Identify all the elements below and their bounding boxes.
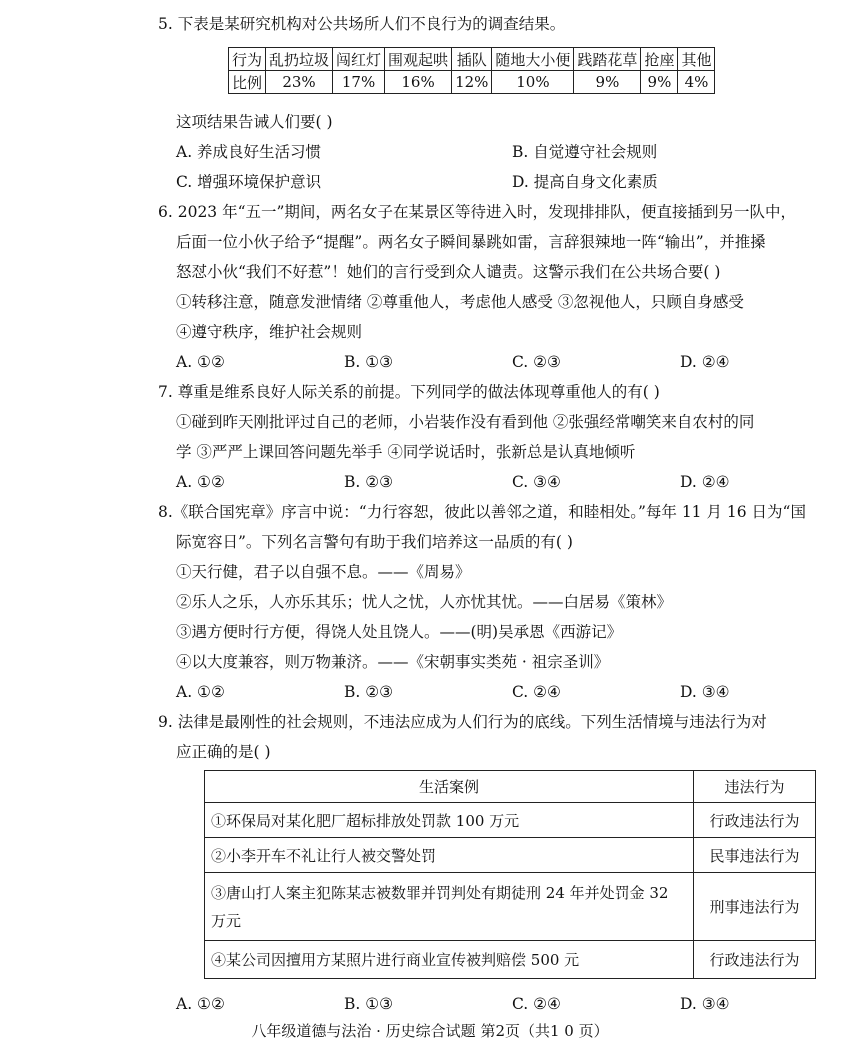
q5-header-cell: 乱扔垃圾 [266,48,333,71]
q9-type-cell: 行政违法行为 [694,803,816,838]
q8-option-b: B. ②③ [344,683,394,701]
q6-line: 怒怼小伙“我们不好惹”！她们的言行受到众人谴责。这警示我们在公共场合要( ) [176,263,721,281]
q6-line: ④遵守秩序，维护社会规则 [176,323,363,341]
q7-line: 学 ③严严上课回答问题先举手 ④同学说话时，张新总是认真地倾听 [176,443,636,461]
q6-option-a: A. ①② [176,353,225,371]
q8-line: 8.《联合国宪章》序言中说：“力行容恕，彼此以善邻之道，和睦相处。”每年 11 月 16 日为“国 [158,503,806,521]
q9-table-header-row [205,771,816,803]
q5-table-value-row [229,71,715,94]
q5-value-cell: 4% [678,71,715,94]
q5-value-cell: 9% [574,71,641,94]
q7-option-d: D. ②④ [680,473,730,491]
q9-type-cell: 刑事违法行为 [694,873,816,941]
q5-option-d: D. 提高自身文化素质 [512,173,658,191]
q8-option-a: A. ①② [176,683,225,701]
q7-option-a: A. ①② [176,473,225,491]
q8-quote: ③遇方便时行方便，得饶人处且饶人。——(明)吴承恩《西游记》 [176,623,623,641]
q5-header-cell: 践踏花草 [574,48,641,71]
q7-line: 7. 尊重是维系良好人际关系的前提。下列同学的做法体现尊重他人的有( ) [158,383,660,401]
q9-case-cell: ④某公司因擅用方某照片进行商业宣传被判赔偿 500 元 [205,941,694,979]
table-row [205,838,816,873]
q5-option-b: B. 自觉遵守社会规则 [512,143,658,161]
q6-option-b: B. ①③ [344,353,394,371]
q8-quote: ④以大度兼容，则万物兼济。——《宋朝事实类苑 · 祖宗圣训》 [176,653,610,671]
table-row [205,873,816,941]
q5-value-cell: 10% [492,71,574,94]
page-footer: 八年级道德与法治 · 历史综合试题 第2页（共1 0 页） [251,1022,609,1040]
q9-option-a: A. ①② [176,995,225,1013]
q9-case-cell: ③唐山打人案主犯陈某志被数罪并罚判处有期徒刑 24 年并处罚金 32 万元 [205,873,694,941]
q5-header-cell: 围观起哄 [385,48,452,71]
q9-header-type: 违法行为 [694,771,816,803]
q7-option-b: B. ②③ [344,473,394,491]
q9-case-cell: ①环保局对某化肥厂超标排放处罚款 100 万元 [205,803,694,838]
q9-option-d: D. ③④ [680,995,730,1013]
q8-quote: ②乐人之乐，人亦乐其乐；忧人之忧，人亦忧其忧。——白居易《策林》 [176,593,673,611]
q6-line: 6. 2023 年“五一”期间，两名女子在某景区等待进入时，发现排排队，便直接插到另一队中， [158,203,796,221]
q9-line: 9. 法律是最刚性的社会规则，不违法应成为人们行为的底线。下列生活情境与违法行为对 [158,713,767,731]
q5-ask: 这项结果告诫人们要( ) [176,113,333,131]
q5-header-cell: 行为 [229,48,266,71]
q9-case-cell: ②小李开车不礼让行人被交警处罚 [205,838,694,873]
q7-option-c: C. ③④ [512,473,561,491]
q9-type-cell: 民事违法行为 [694,838,816,873]
q5-survey-table [228,47,715,94]
q5-header-cell: 其他 [678,48,715,71]
table-row [205,803,816,838]
q9-line: 应正确的是( ) [176,743,271,761]
q6-option-d: D. ②④ [680,353,730,371]
q6-line: 后面一位小伙子给予“提醒”。两名女子瞬间暴跳如雷，言辞狠辣地一阵“输出”，并推搡 [176,233,766,251]
q9-case-table [204,770,816,979]
q5-header-cell: 插队 [452,48,492,71]
table-row [205,941,816,979]
q5-value-cell: 23% [266,71,333,94]
q5-header-cell: 随地大小便 [492,48,574,71]
q6-option-c: C. ②③ [512,353,561,371]
q5-value-cell: 9% [641,71,678,94]
q8-line: 际宽容日”。下列名言警句有助于我们培养这一品质的有( ) [176,533,573,551]
q9-header-case: 生活案例 [205,771,694,803]
q5-option-a: A. 养成良好生活习惯 [176,143,322,161]
q5-value-cell: 12% [452,71,492,94]
q6-line: ①转移注意，随意发泄情绪 ②尊重他人，考虑他人感受 ③忽视他人，只顾自身感受 [176,293,744,311]
q8-option-c: C. ②④ [512,683,561,701]
q7-line: ①碰到昨天刚批评过自己的老师，小岩装作没有看到他 ②张强经常嘲笑来自农村的同 [176,413,755,431]
q8-option-d: D. ③④ [680,683,730,701]
q9-option-b: B. ①③ [344,995,394,1013]
q9-option-c: C. ②④ [512,995,561,1013]
q8-quote: ①天行健，君子以自强不息。——《周易》 [176,563,471,581]
q5-stem: 5. 下表是某研究机构对公共场所人们不良行为的调查结果。 [158,15,566,33]
q5-header-cell: 闯红灯 [333,48,385,71]
q9-type-cell: 行政违法行为 [694,941,816,979]
q5-value-cell: 17% [333,71,385,94]
q5-value-cell: 16% [385,71,452,94]
q5-option-c: C. 增强环境保护意识 [176,173,322,191]
q5-header-cell: 抢座 [641,48,678,71]
q5-table-header-row [229,48,715,71]
q5-value-cell: 比例 [229,71,266,94]
